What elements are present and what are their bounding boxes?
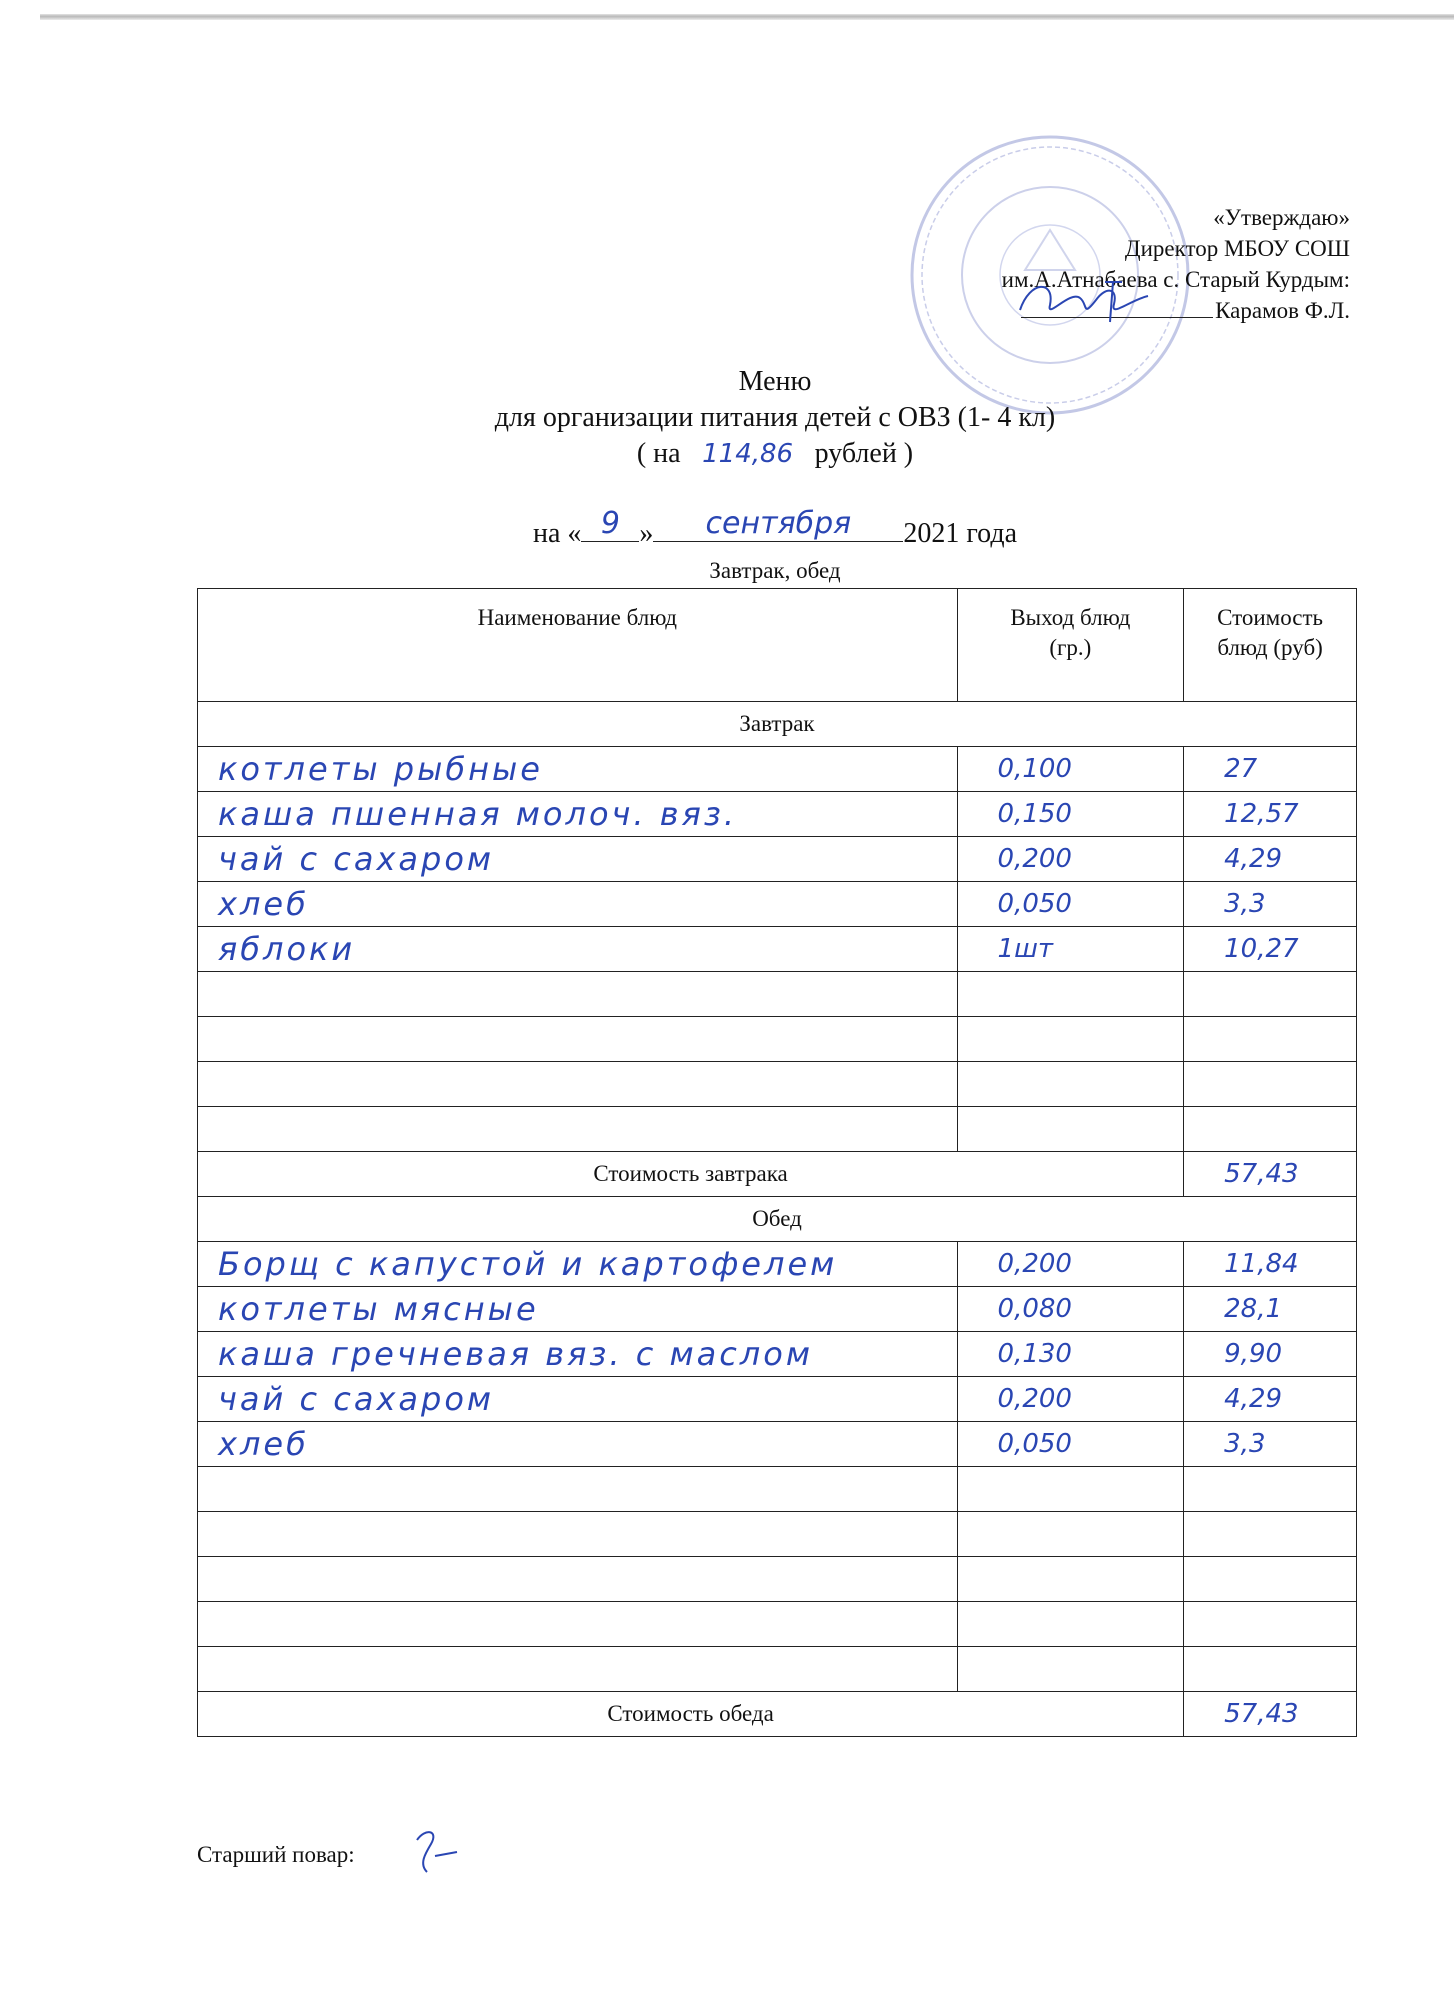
menu-table — [197, 588, 1357, 1737]
dish-cost — [1184, 1602, 1357, 1647]
approval-school: им.А.Атнабаева с. Старый Курдым: — [1001, 267, 1350, 292]
dish-cost: 12,57 — [1184, 792, 1357, 837]
approval-position: Директор МБОУ СОШ — [1124, 236, 1350, 261]
breakfast-row — [198, 1062, 1357, 1107]
cost-prefix: ( на — [636, 438, 681, 469]
lunch-row — [198, 1332, 1357, 1377]
lunch-total-label: Стоимость обеда — [198, 1692, 1184, 1737]
dish-name: чай с сахаром — [198, 837, 958, 882]
dish-name: чай с сахаром — [198, 1377, 958, 1422]
dish-weight: 1шт — [957, 927, 1184, 972]
date-prefix: на « — [532, 518, 582, 549]
breakfast-row — [198, 1107, 1357, 1152]
date-month-blank — [653, 506, 903, 542]
dish-cost — [1184, 1107, 1357, 1152]
dish-name — [198, 1512, 958, 1557]
dish-weight: 0,200 — [957, 1377, 1184, 1422]
lunch-row — [198, 1377, 1357, 1422]
dish-cost — [1184, 1017, 1357, 1062]
dish-name — [198, 1557, 958, 1602]
dish-weight: 0,080 — [957, 1287, 1184, 1332]
dish-cost: 3,3 — [1184, 882, 1357, 927]
dish-weight: 0,150 — [957, 792, 1184, 837]
dish-cost — [1184, 1647, 1357, 1692]
dish-weight: 0,200 — [957, 1242, 1184, 1287]
dish-name — [198, 1017, 958, 1062]
breakfast-total-row — [198, 1152, 1357, 1197]
breakfast-row — [198, 927, 1357, 972]
chef-label: Старший повар: — [197, 1842, 355, 1867]
dish-weight — [957, 1017, 1184, 1062]
breakfast-total-label: Стоимость завтрака — [198, 1152, 1184, 1197]
date-mid: » — [639, 518, 654, 549]
date-month: сентября — [705, 506, 852, 541]
dish-weight: 0,050 — [957, 1422, 1184, 1467]
dish-cost: 9,90 — [1184, 1332, 1357, 1377]
cost-suffix: рублей ) — [814, 438, 914, 469]
cost-value: 114,86 — [702, 439, 794, 469]
dish-name: каша пшенная молоч. вяз. — [198, 792, 958, 837]
breakfast-row — [198, 747, 1357, 792]
dish-weight — [957, 1062, 1184, 1107]
dish-name — [198, 1467, 958, 1512]
lunch-row — [198, 1467, 1357, 1512]
lunch-total-value: 57,43 — [1184, 1692, 1357, 1737]
menu-title: Меню — [738, 366, 812, 397]
dish-name — [198, 1062, 958, 1107]
dish-cost: 3,3 — [1184, 1422, 1357, 1467]
dish-cost: 4,29 — [1184, 837, 1357, 882]
dish-name — [198, 972, 958, 1017]
dish-cost — [1184, 1557, 1357, 1602]
chef-signature — [405, 1820, 485, 1880]
scan-top-edge — [40, 14, 1454, 20]
breakfast-rows — [198, 747, 1357, 1152]
dish-name: хлеб — [198, 1422, 958, 1467]
dish-weight: 0,050 — [957, 882, 1184, 927]
dish-cost: 28,1 — [1184, 1287, 1357, 1332]
breakfast-section-row — [198, 702, 1357, 747]
date-day: 9 — [600, 506, 620, 541]
dish-weight — [957, 1557, 1184, 1602]
dish-cost — [1184, 1467, 1357, 1512]
header-cost: Стоимость блюд (руб) — [1184, 589, 1357, 702]
header-dish-name: Наименование блюд — [198, 589, 958, 702]
date-day-blank — [581, 506, 639, 542]
director-signature — [1010, 270, 1160, 330]
dish-weight — [957, 1512, 1184, 1557]
lunch-row — [198, 1287, 1357, 1332]
menu-subtitle: для организации питания детей с ОВЗ (1- 4 кл) — [494, 402, 1056, 433]
lunch-row — [198, 1557, 1357, 1602]
dish-weight — [957, 1107, 1184, 1152]
date-suffix: 2021 года — [903, 518, 1018, 549]
dish-cost: 27 — [1184, 747, 1357, 792]
dish-cost: 10,27 — [1184, 927, 1357, 972]
lunch-rows — [198, 1242, 1357, 1692]
lunch-row — [198, 1242, 1357, 1287]
lunch-row — [198, 1602, 1357, 1647]
lunch-row — [198, 1647, 1357, 1692]
breakfast-row — [198, 792, 1357, 837]
dish-cost: 4,29 — [1184, 1377, 1357, 1422]
breakfast-total-value: 57,43 — [1184, 1152, 1357, 1197]
dish-name: каша гречневая вяз. с маслом — [198, 1332, 958, 1377]
dish-cost — [1184, 972, 1357, 1017]
meal-subheading: Завтрак, обед — [709, 558, 841, 583]
dish-weight: 0,200 — [957, 837, 1184, 882]
dish-weight — [957, 1647, 1184, 1692]
dish-name — [198, 1602, 958, 1647]
table-header-row — [198, 589, 1357, 702]
dish-name: котлеты рыбные — [198, 747, 958, 792]
breakfast-row — [198, 837, 1357, 882]
dish-name: хлеб — [198, 882, 958, 927]
breakfast-row — [198, 1017, 1357, 1062]
dish-name: яблоки — [198, 927, 958, 972]
dish-name: котлеты мясные — [198, 1287, 958, 1332]
approval-heading: «Утверждаю» — [1213, 205, 1350, 230]
breakfast-row — [198, 882, 1357, 927]
lunch-row — [198, 1422, 1357, 1467]
breakfast-label: Завтрак — [198, 702, 1357, 747]
lunch-total-row — [198, 1692, 1357, 1737]
dish-weight — [957, 1467, 1184, 1512]
dish-name — [198, 1107, 958, 1152]
lunch-section-row — [198, 1197, 1357, 1242]
lunch-row — [198, 1512, 1357, 1557]
breakfast-row — [198, 972, 1357, 1017]
dish-cost — [1184, 1062, 1357, 1107]
menu-date-line — [0, 506, 1454, 550]
approval-signer: Карамов Ф.Л. — [1215, 298, 1350, 323]
dish-cost — [1184, 1512, 1357, 1557]
dish-weight — [957, 1602, 1184, 1647]
dish-weight — [957, 972, 1184, 1017]
dish-cost: 11,84 — [1184, 1242, 1357, 1287]
header-weight: Выход блюд (гр.) — [957, 589, 1184, 702]
lunch-label: Обед — [198, 1197, 1357, 1242]
menu-cost-line — [0, 438, 1454, 470]
dish-name — [198, 1647, 958, 1692]
dish-name: Борщ с капустой и картофелем — [198, 1242, 958, 1287]
dish-weight: 0,130 — [957, 1332, 1184, 1377]
dish-weight: 0,100 — [957, 747, 1184, 792]
